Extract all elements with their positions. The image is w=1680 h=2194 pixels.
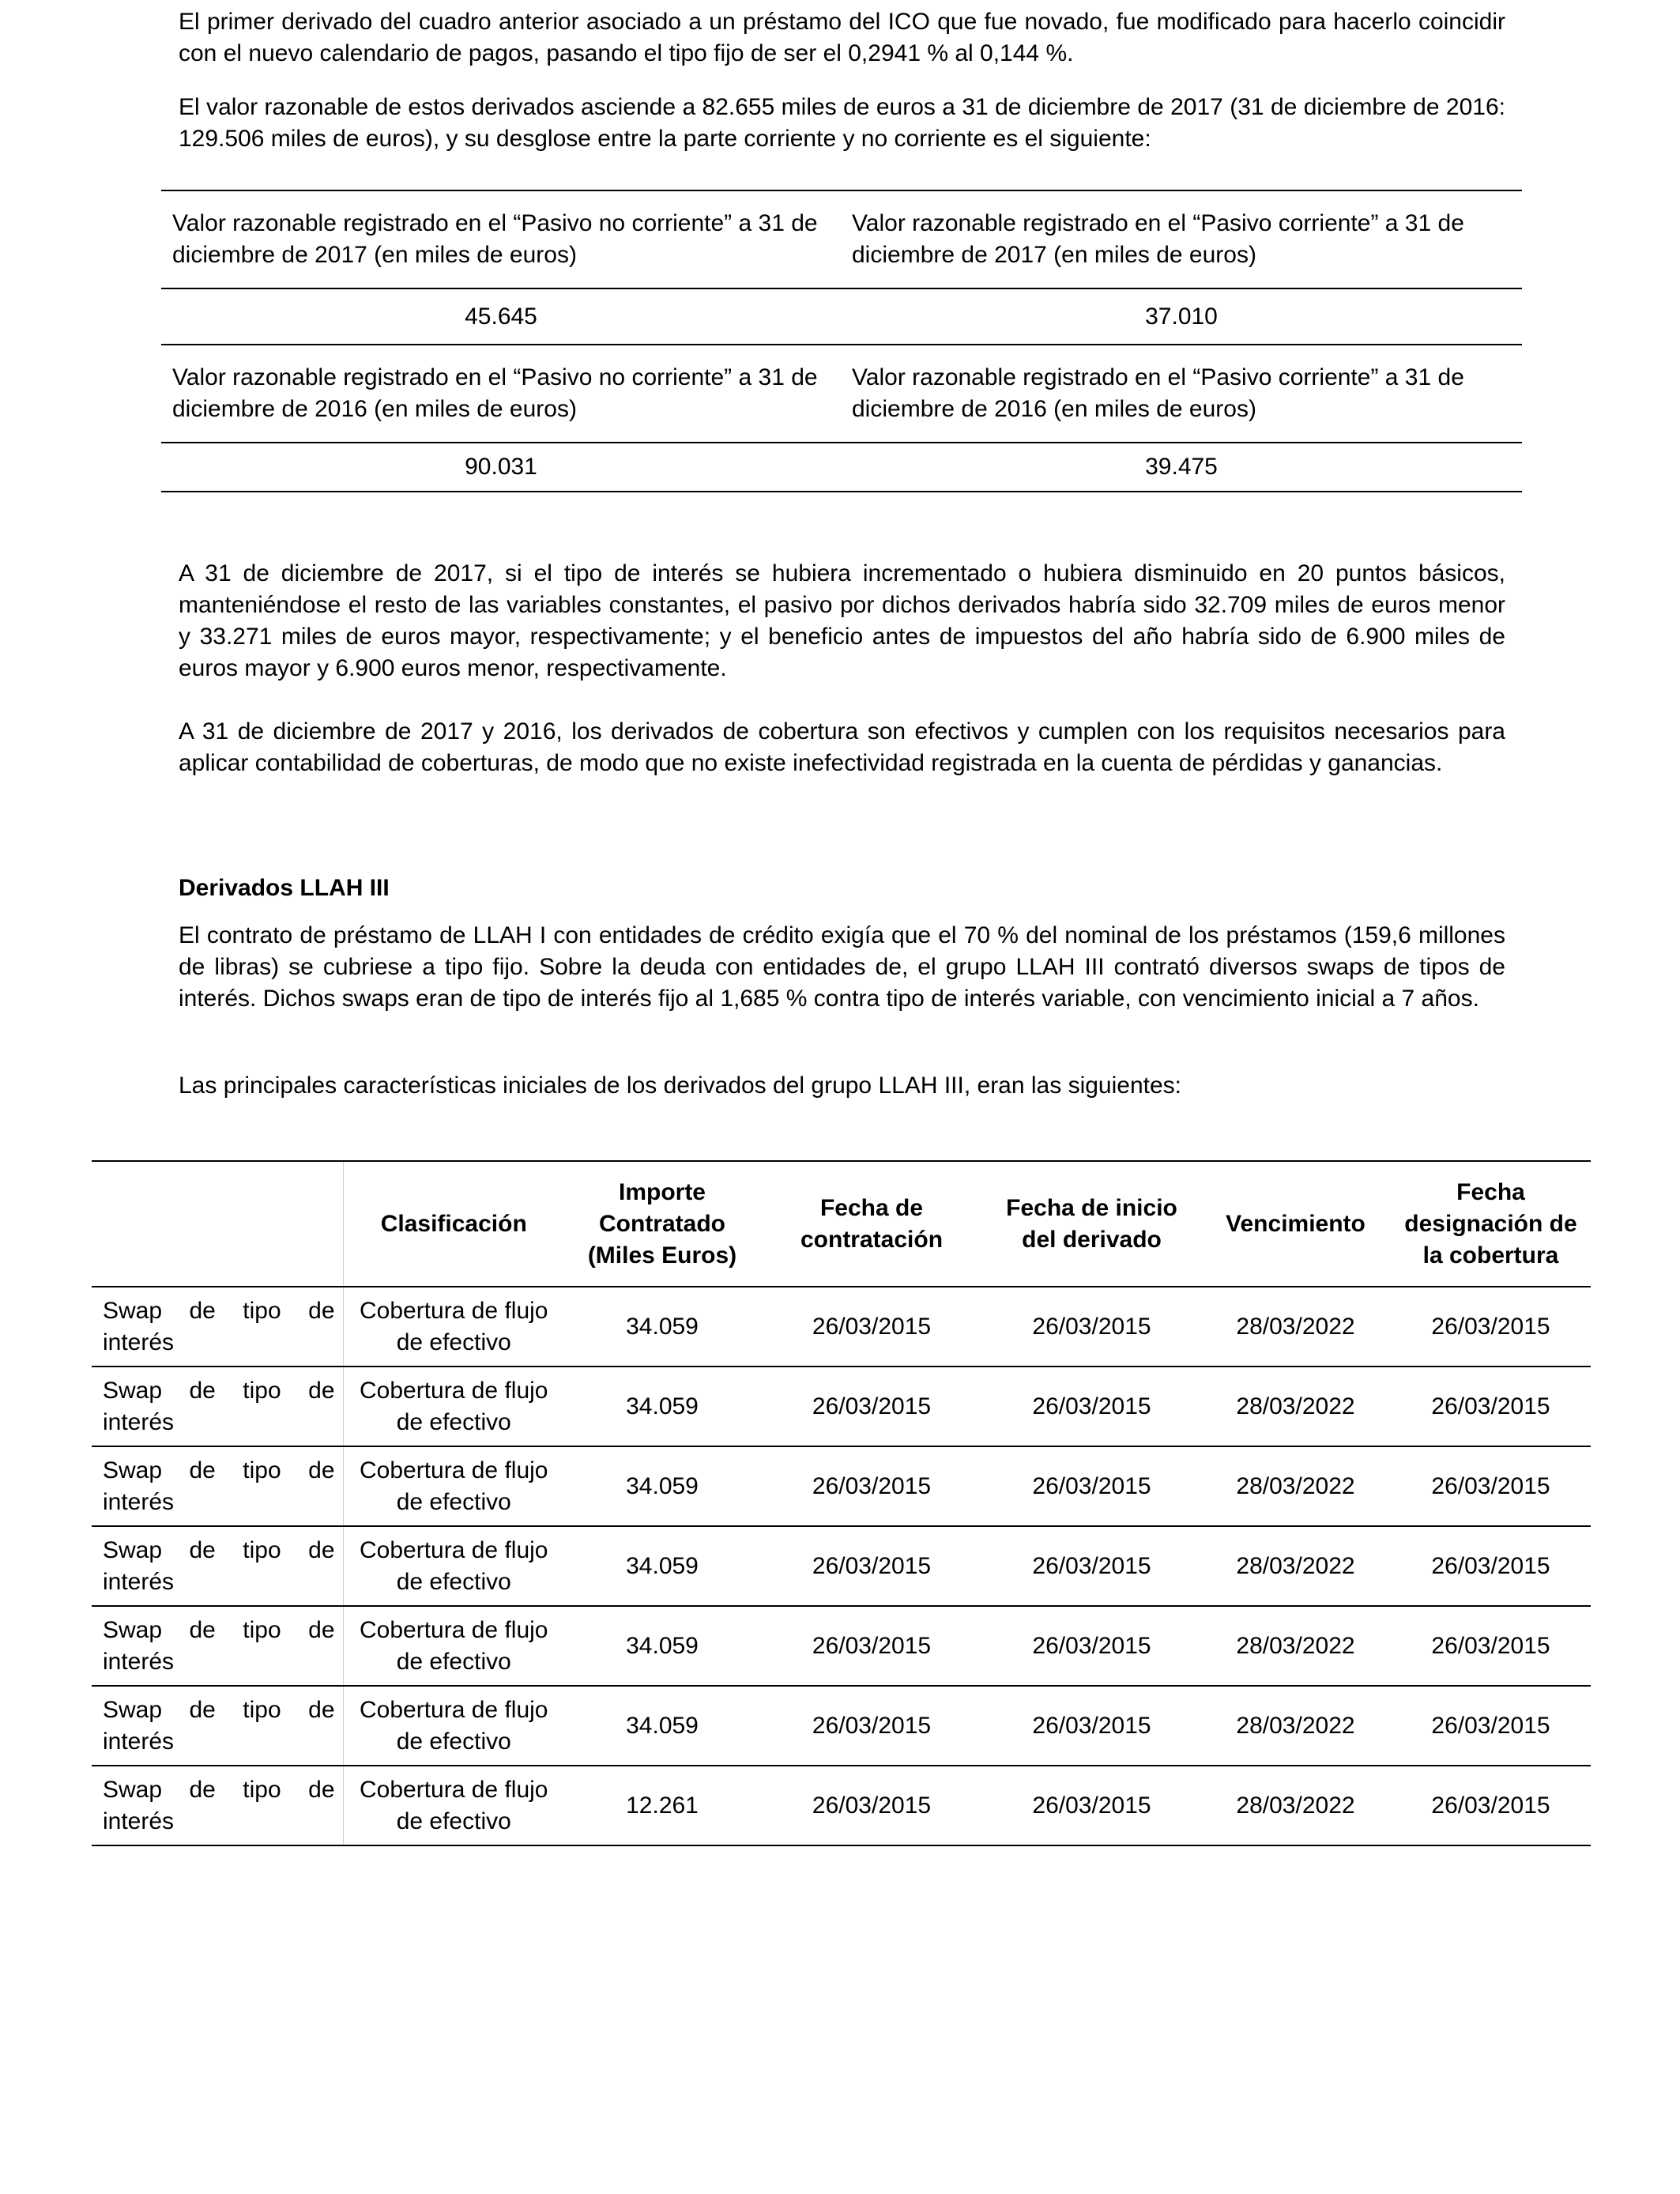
cell-classification: Cobertura de flujo de efectivo <box>343 1526 564 1606</box>
fair-value-values-2016 <box>161 443 1522 492</box>
paragraph-sensitivity: A 31 de diciembre de 2017, si el tipo de interés se hubiera incrementado o hubiera disminuido en 20 puntos básicos, manteniéndose el resto de las variables constantes, el pasivo por dichos derivados habría sido 32.709 miles de euros menor y 33.271 miles de euros mayor, respectivamente; y el beneficio antes de impuestos del año habría sido de 6.900 miles de euros mayor y 6.900 euros menor, respectivamente. <box>179 560 1505 681</box>
table-row <box>92 1367 1591 1446</box>
cell-amount: 34.059 <box>564 1446 760 1526</box>
cell-contract-date: 26/03/2015 <box>760 1686 983 1766</box>
cell-contract-date: 26/03/2015 <box>760 1606 983 1686</box>
paragraph-ico-derivative: El primer derivado del cuadro anterior asociado a un préstamo del ICO que fue novado, fue modificado para hacerlo coincidir con el nuevo calendario de pagos, pasando el tipo fijo de ser el 0,2941 % al 0,144 %. <box>179 9 1505 66</box>
fair-value-labels-2017 <box>161 190 1522 288</box>
cell-maturity: 28/03/2022 <box>1200 1526 1391 1606</box>
table-row <box>92 1446 1591 1526</box>
cell-start-date: 26/03/2015 <box>983 1606 1200 1686</box>
cell-maturity: 28/03/2022 <box>1200 1606 1391 1686</box>
cell-amount: 34.059 <box>564 1367 760 1446</box>
cell-start-date: 26/03/2015 <box>983 1287 1200 1367</box>
cell-designation-date: 26/03/2015 <box>1391 1446 1591 1526</box>
cell-classification: Cobertura de flujo de efectivo <box>343 1766 564 1845</box>
cell-designation-date: 26/03/2015 <box>1391 1287 1591 1367</box>
value-2017-non-current: 45.645 <box>161 288 841 345</box>
label-2016-non-current: Valor razonable registrado en el “Pasivo no corriente” a 31 de diciembre de 2016 (en miles de euros) <box>161 345 841 443</box>
fair-value-table <box>161 190 1522 492</box>
value-2016-current: 39.475 <box>841 443 1522 492</box>
fair-value-labels-2016 <box>161 345 1522 443</box>
cell-start-date: 26/03/2015 <box>983 1446 1200 1526</box>
table-row <box>92 1526 1591 1606</box>
table-row <box>92 1606 1591 1686</box>
derivatives-table <box>92 1160 1591 1846</box>
cell-start-date: 26/03/2015 <box>983 1526 1200 1606</box>
cell-designation-date: 26/03/2015 <box>1391 1526 1591 1606</box>
header-maturity: Vencimiento <box>1200 1161 1391 1287</box>
cell-description: Swap de tipo de interés <box>92 1287 343 1367</box>
cell-description: Swap de tipo de interés <box>92 1367 343 1446</box>
table-row <box>92 1686 1591 1766</box>
cell-contract-date: 26/03/2015 <box>760 1287 983 1367</box>
label-2017-current: Valor razonable registrado en el “Pasivo corriente” a 31 de diciembre de 2017 (en miles de euros) <box>841 190 1522 288</box>
header-description <box>92 1161 343 1287</box>
cell-maturity: 28/03/2022 <box>1200 1446 1391 1526</box>
cell-maturity: 28/03/2022 <box>1200 1686 1391 1766</box>
cell-description: Swap de tipo de interés <box>92 1686 343 1766</box>
cell-designation-date: 26/03/2015 <box>1391 1606 1591 1686</box>
cell-description: Swap de tipo de interés <box>92 1766 343 1845</box>
cell-maturity: 28/03/2022 <box>1200 1367 1391 1446</box>
cell-amount: 34.059 <box>564 1606 760 1686</box>
label-2016-current: Valor razonable registrado en el “Pasivo corriente” a 31 de diciembre de 2016 (en miles de euros) <box>841 345 1522 443</box>
paragraph-fair-value: El valor razonable de estos derivados asciende a 82.655 miles de euros a 31 de diciembre de 2017 (31 de diciembre de 2016: 129.506 miles de euros), y su desglose entre la parte corriente y no corriente es el siguiente: <box>179 94 1505 152</box>
value-2016-non-current: 90.031 <box>161 443 841 492</box>
derivatives-header-row <box>92 1161 1591 1287</box>
cell-start-date: 26/03/2015 <box>983 1367 1200 1446</box>
header-designation-date: Fecha designación de la cobertura <box>1391 1161 1591 1287</box>
cell-amount: 12.261 <box>564 1766 760 1845</box>
cell-contract-date: 26/03/2015 <box>760 1446 983 1526</box>
table-row <box>92 1287 1591 1367</box>
paragraph-hedge-effectiveness: A 31 de diciembre de 2017 y 2016, los derivados de cobertura son efectivos y cumplen con los requisitos necesarios para aplicar contabilidad de coberturas, de modo que no existe inefectividad registrada en la cuenta de pérdidas y ganancias. <box>179 718 1505 776</box>
cell-classification: Cobertura de flujo de efectivo <box>343 1686 564 1766</box>
cell-designation-date: 26/03/2015 <box>1391 1766 1591 1845</box>
cell-classification: Cobertura de flujo de efectivo <box>343 1367 564 1446</box>
cell-classification: Cobertura de flujo de efectivo <box>343 1606 564 1686</box>
header-classification: Clasificación <box>343 1161 564 1287</box>
cell-amount: 34.059 <box>564 1686 760 1766</box>
cell-contract-date: 26/03/2015 <box>760 1766 983 1845</box>
cell-classification: Cobertura de flujo de efectivo <box>343 1446 564 1526</box>
cell-designation-date: 26/03/2015 <box>1391 1367 1591 1446</box>
cell-description: Swap de tipo de interés <box>92 1606 343 1686</box>
cell-description: Swap de tipo de interés <box>92 1526 343 1606</box>
cell-description: Swap de tipo de interés <box>92 1446 343 1526</box>
value-2017-current: 37.010 <box>841 288 1522 345</box>
fair-value-values-2017 <box>161 288 1522 345</box>
cell-amount: 34.059 <box>564 1526 760 1606</box>
section-heading: Derivados LLAH III <box>179 875 390 901</box>
header-amount: Importe Contratado (Miles Euros) <box>564 1161 760 1287</box>
cell-contract-date: 26/03/2015 <box>760 1367 983 1446</box>
paragraph-llah-loan: El contrato de préstamo de LLAH I con entidades de crédito exigía que el 70 % del nominal de los préstamos (159,6 millones de libras) se cubriese a tipo fijo. Sobre la deuda con entidades de, el grupo LLAH III contrató diversos swaps de tipos de interés. Dichos swaps eran de tipo de interés fijo al 1,685 % contra tipo de interés variable, con vencimiento inicial a 7 años. <box>179 922 1505 1012</box>
header-contract-date: Fecha de contratación <box>760 1161 983 1287</box>
cell-amount: 34.059 <box>564 1287 760 1367</box>
cell-start-date: 26/03/2015 <box>983 1686 1200 1766</box>
cell-maturity: 28/03/2022 <box>1200 1287 1391 1367</box>
cell-designation-date: 26/03/2015 <box>1391 1686 1591 1766</box>
paragraph-llah-characteristics: Las principales características iniciales de los derivados del grupo LLAH III, eran las siguientes: <box>179 1072 1181 1099</box>
cell-maturity: 28/03/2022 <box>1200 1766 1391 1845</box>
cell-contract-date: 26/03/2015 <box>760 1526 983 1606</box>
cell-classification: Cobertura de flujo de efectivo <box>343 1287 564 1367</box>
table-row <box>92 1766 1591 1845</box>
header-start-date: Fecha de inicio del derivado <box>983 1161 1200 1287</box>
cell-start-date: 26/03/2015 <box>983 1766 1200 1845</box>
label-2017-non-current: Valor razonable registrado en el “Pasivo no corriente” a 31 de diciembre de 2017 (en miles de euros) <box>161 190 841 288</box>
